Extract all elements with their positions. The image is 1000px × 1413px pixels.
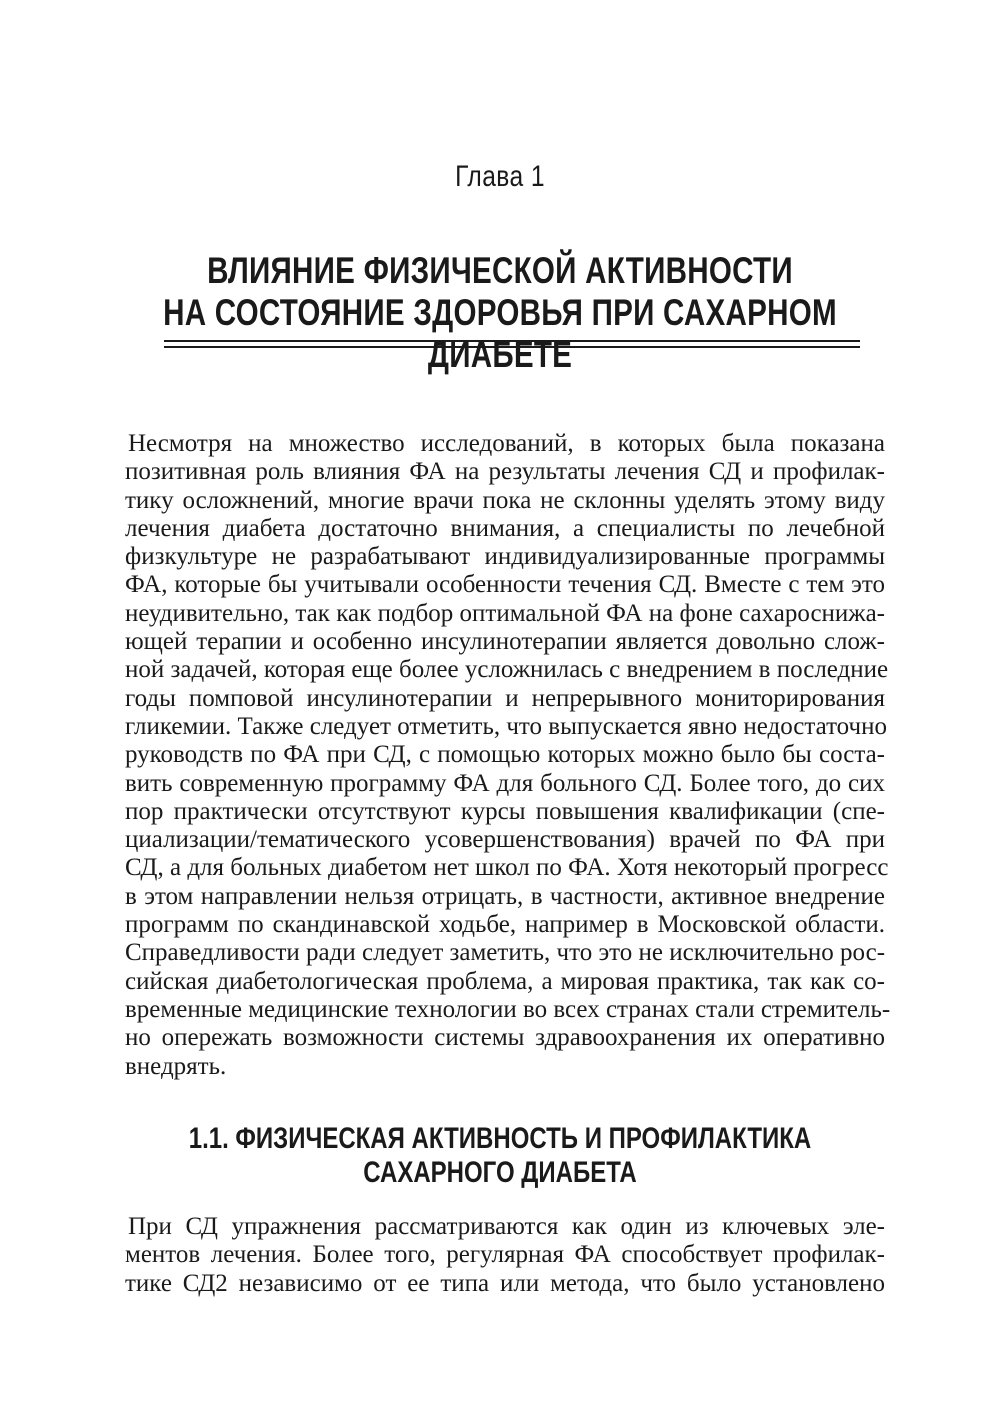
- paragraph-line: в этом направлении нельзя отрицать, в частности, активное внедрение: [125, 882, 885, 910]
- paragraph-line: При СД упражнения рассматриваются как один из ключевых эле-: [128, 1213, 885, 1240]
- paragraph-line: Справедливости ради следует заметить, что это не исключительно рос-: [125, 939, 886, 967]
- paragraph-line: Несмотря на множество исследований, в которых была показана: [128, 430, 885, 457]
- section-title-line: 1.1. ФИЗИЧЕСКАЯ АКТИВНОСТЬ И ПРОФИЛАКТИКА: [188, 1122, 812, 1155]
- paragraph-line: СД, а для больных диабетом нет школ по ФА. Хотя некоторый прогресс: [125, 854, 889, 882]
- paragraph-line: программ по скандинавской ходьбе, например в Московской области.: [125, 911, 885, 939]
- intro-paragraph: [125, 430, 891, 1081]
- title-double-rule: [164, 340, 860, 348]
- paragraph-line: ФА, которые бы учитывали особенности течения СД. Вместе с тем это: [125, 571, 885, 599]
- section-paragraph: [125, 1213, 885, 1298]
- paragraph-line: тику осложнений, многие врачи пока не склонны уделять этому виду: [125, 486, 885, 514]
- paragraph-line: временные медицинские технологии во всех странах стали стремитель-: [125, 995, 891, 1023]
- paragraph-line: ющей терапии и особенно инсулинотерапии является довольно слож-: [125, 628, 885, 656]
- paragraph-line: ментов лечения. Более того, регулярная ФА способствует профилак-: [125, 1241, 885, 1269]
- chapter-title-line: НА СОСТОЯНИЕ ЗДОРОВЬЯ ПРИ САХАРНОМ ДИАБЕТЕ: [163, 292, 837, 375]
- paragraph-line: ной задачей, которая еще более усложнилась с внедрением в последние: [125, 656, 889, 684]
- paragraph-line: но опережать возможности системы здравоохранения их оперативно: [125, 1024, 885, 1052]
- paragraph-line: позитивная роль влияния ФА на результаты лечения СД и профилак-: [125, 458, 885, 486]
- paragraph-line: физкультуре не разрабатывают индивидуализированные программы: [125, 543, 885, 571]
- paragraph-line: годы помповой инсулинотерапии и непрерывного мониторирования: [125, 684, 885, 712]
- paragraph-line: пор практически отсутствуют курсы повышения квалификации (спе-: [125, 797, 885, 825]
- paragraph-line: сийская диабетологическая проблема, а мировая практика, так как со-: [125, 967, 885, 995]
- chapter-title: [100, 250, 900, 376]
- paragraph-line: гликемии. Также следует отметить, что выпускается явно недостаточно: [125, 712, 887, 740]
- paragraph-line: неудивительно, так как подбор оптимальной ФА на фоне сахароснижа-: [125, 599, 885, 627]
- paragraph-line: тике СД2 независимо от ее типа или метода, что было установлено: [125, 1269, 885, 1297]
- chapter-label: Глава 1: [455, 160, 545, 193]
- chapter-title-line: ВЛИЯНИЕ ФИЗИЧЕСКОЙ АКТИВНОСТИ: [207, 250, 793, 291]
- paragraph-line: вить современную программу ФА для больного СД. Более того, до сих: [125, 769, 885, 797]
- section-title: [100, 1122, 900, 1190]
- paragraph-line: лечения диабета достаточно внимания, а специалисты по лечебной: [125, 514, 885, 542]
- paragraph-line: руководств по ФА при СД, с помощью которых можно было бы соста-: [125, 741, 885, 769]
- section-title-line: САХАРНОГО ДИАБЕТА: [363, 1156, 637, 1189]
- paragraph-line: внедрять.: [125, 1052, 227, 1080]
- paragraph-line: циализации/тематического усовершенствования) врачей по ФА при: [125, 826, 885, 854]
